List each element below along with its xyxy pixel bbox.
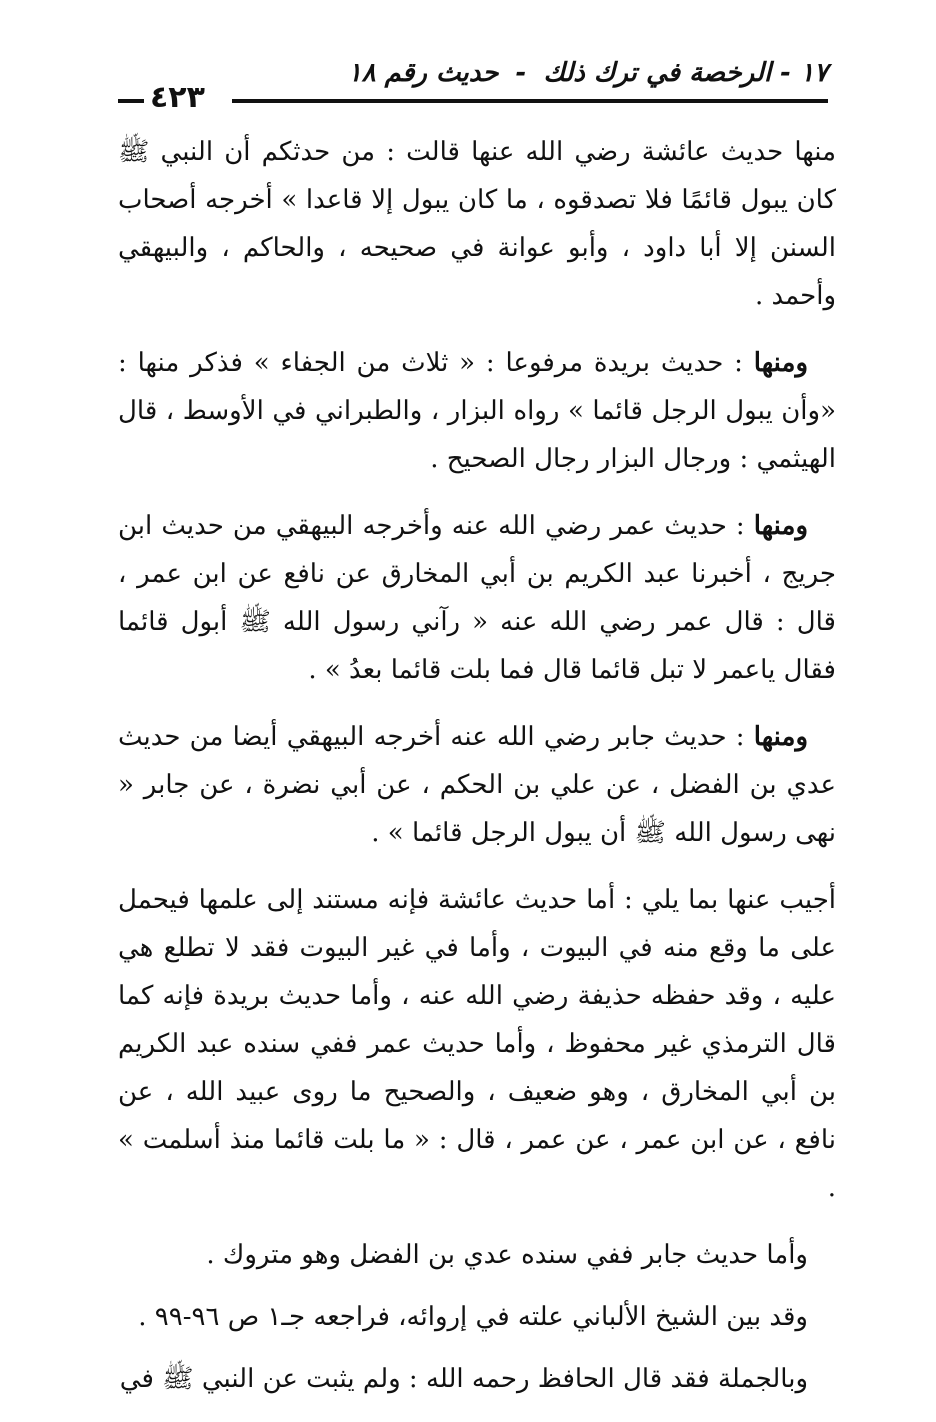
paragraph-lead: ومنها bbox=[753, 348, 808, 378]
header-rule-long bbox=[232, 99, 828, 103]
paragraph-buraidah bbox=[118, 339, 836, 483]
paragraph-text: وبالجملة فقد قال الحافظ رحمه الله : ولم يثبت عن النبي ﷺ في bbox=[119, 1364, 808, 1394]
paragraph-jabir bbox=[118, 713, 836, 857]
paragraph-jabir-note bbox=[118, 1231, 836, 1279]
paragraph-response bbox=[118, 876, 836, 1212]
paragraph-text: منها حديث عائشة رضي الله عنها قالت : من حدثكم أن النبي ﷺ كان يبول قائمًا فلا تصدقوه ، ما كان يبول إلا قاعدا » أخرجه أصحاب السنن إلا أبا داود ، وأبو عوانة في صحيحه ، والحاكم ، والبيهقي وأحمد . bbox=[118, 137, 836, 311]
running-head bbox=[348, 58, 828, 88]
paragraph-text: وأما حديث جابر ففي سنده عدي بن الفضل وهو متروك . bbox=[206, 1240, 808, 1270]
paragraph-text: : حديث عمر رضي الله عنه وأخرجه البيهقي من حديث ابن جريج ، أخبرنا عبد الكريم بن أبي المخارق عن نافع عن ابن عمر ، قال : قال عمر رضي الله عنه « رآني رسول الله ﷺ أبول قائما فقال ياعمر لا تبل قائما قال فما بلت قائما بعدُ » . bbox=[118, 511, 836, 685]
paragraph-lead: ومنها bbox=[753, 511, 808, 541]
page-number: ٤٢٣ bbox=[150, 80, 205, 115]
paragraph-lead: ومنها bbox=[753, 722, 808, 752]
hadith-label: حديث رقم ١٨ bbox=[347, 58, 499, 88]
paragraph-albani-note bbox=[118, 1293, 836, 1341]
chapter-label: ١٧ - الرخصة في ترك ذلك bbox=[543, 58, 828, 88]
paragraph-aisha bbox=[118, 128, 836, 320]
paragraph-text: : حديث بريدة مرفوعا : « ثلاث من الجفاء » فذكر منها : «وأن يبول الرجل قائما » رواه البزار ، والطبراني في الأوسط ، قال الهيثمي : ورجال البزار رجال الصحيح . bbox=[118, 348, 836, 474]
paragraph-text: : حديث جابر رضي الله عنه أخرجه البيهقي أيضا من حديث عدي بن الفضل ، عن علي بن الحكم ، عن أبي نضرة ، عن جابر « نهى رسول الله ﷺ أن يبول الرجل قائما » . bbox=[118, 722, 836, 848]
header-rule-short bbox=[118, 99, 144, 103]
body-text bbox=[118, 128, 836, 1422]
paragraph-conclusion bbox=[118, 1355, 836, 1403]
paragraph-umar bbox=[118, 502, 836, 694]
paragraph-text: أجيب عنها بما يلي : أما حديث عائشة فإنه مستند إلى علمها فيحمل على ما وقع منه في البيوت ، وأما في غير البيوت فقد لا تطلع هي عليه ، وقد حفظه حذيفة رضي الله عنه ، وأما حديث بريدة فإنه كما قال الترمذي غير محفوظ ، وأما حديث عمر ففي سنده عبد الكريم بن أبي المخارق ، وهو ضعيف ، والصحيح ما روى عبيد الله ، عن نافع ، عن ابن عمر ، عن عمر ، قال : « ما بلت قائما منذ أسلمت » . bbox=[118, 885, 837, 1203]
header-separator: - bbox=[515, 58, 527, 88]
paragraph-text: وقد بين الشيخ الألباني علته في إروائه، فراجعه جـ١ ص ٩٦-٩٩ . bbox=[138, 1302, 808, 1332]
